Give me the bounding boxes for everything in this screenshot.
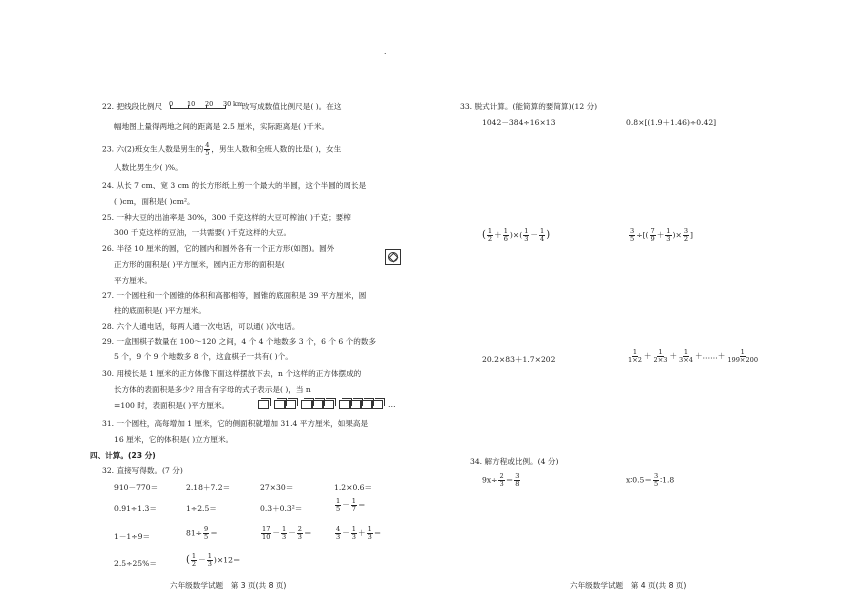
q33-expr5: 20.2×83＋1.7×202 [482,355,556,364]
left-page-footer: 六年级数学试题 第 3 页(共 8 页) [170,581,287,590]
q32-r1-c4: 1.2×0.6＝ [334,483,373,492]
q27-line2: 柱的底面积是( )平方厘米。 [114,306,206,315]
scale-label-0: 0 [169,100,174,108]
cube-sequence-ellipsis: … [388,400,396,410]
q24-line1: 24. 从长 7 cm、宽 3 cm 的长方形纸上剪一个最大的半圆，这个半圆的周长是 [102,181,367,190]
q33-expr6: $\frac{1}{1\times 2}$ ＋ $\frac{1}{2\times 3}$ ＋ $\frac{1}{3\times 4}$ ＋……＋ $\frac{1}{199\times 200}$ [628,348,759,364]
scale-label-10: 10 [187,100,196,108]
q32-r3-c1: 1－1÷9＝ [114,532,151,541]
q22-line1-prefix: 22. 把线段比例尺 [102,102,163,111]
q22-line1-suffix: 改写成数值比例尺是( )。在这 [242,102,342,111]
q30-line1: 30. 用棱长是 1 厘米的正方体像下面这样摆放下去，n 个这样的正方体摆成的 [102,369,362,378]
q26-line2: 正方形的面积是( )平方厘米，圆内正方形的面积是( [114,260,285,269]
q34-expr1: 9x÷ $\frac{2}{3}$ ＝ $\frac{3}{8}$ [482,472,520,488]
q34-title: 34. 解方程或比例。(4 分) [470,457,559,466]
scale-label-30: 30 [223,100,232,108]
q32-r4-c1: 2.5÷25%＝ [114,559,157,568]
q32-r3-c3: $\frac{17}{10}$ － $\frac{1}{3}$ － $\frac{2}{3}$ ＝ [262,525,312,541]
q28-line1: 28. 六个人通电话，每两人通一次电话，可以通( )次电话。 [102,322,300,331]
q23-line2: 人数比男生少( )%。 [114,163,183,172]
q33-title: 33. 脱式计算。(能简算的要简算)(12 分) [460,102,598,111]
q26-line1: 26. 半径 10 厘米的圆，它的圆内和圆外各有一个正方形(如图)。圆外 [102,244,335,253]
scale-bar [167,98,244,112]
q33-expr1: 1042－384÷16×13 [482,118,556,127]
q32-r2-c2: 1÷2.5＝ [186,504,217,513]
q23-line1: 23. 六(2)班女生人数是男生的 $\frac{4}{5}$ ，男生人数和全班人数的比是( )，女生 [102,141,342,157]
q32-r4-c2: ( $\frac{1}{2}$ － $\frac{1}{3}$ )×12＝ [186,552,241,568]
q32-r2-c4: $\frac{1}{5}$ － $\frac{1}{7}$ ＝ [336,497,366,513]
q25-line1: 25. 一种大豆的出油率是 30%，300 千克这样的大豆可榨油( )千克；要榨 [102,213,351,222]
circle-square-figure [385,249,401,265]
q32-r3-c4: $\frac{4}{3}$ － $\frac{1}{3}$ ＋ $\frac{1}{3}$ ＝ [336,525,382,541]
q32-r2-c1: 0.91÷1.3＝ [114,504,157,513]
q22-line2: 幅地图上量得两地之间的距离是 2.5 厘米，实际距离是( )千米。 [114,122,330,131]
q32-r1-c1: 910－770＝ [114,483,159,492]
section4-heading: 四、计算。(23 分) [90,451,156,460]
q31-line2: 16 厘米，它的体积是( )立方厘米。 [114,435,234,444]
scale-label-20: 20 [205,100,214,108]
q30-line3: =100 时，表面积是( )平方厘米。 [114,401,230,410]
q33-expr2: 0.8×[(1.9＋1.46)÷0.42] [626,118,717,127]
cube-sequence-figure [258,400,396,409]
right-page-footer: 六年级数学试题 第 4 页(共 8 页) [570,581,687,590]
q32-r1-c2: 2.18＋7.2＝ [186,483,231,492]
scale-unit: km [233,100,244,108]
q33-expr4: $\frac{3}{5}$ ÷[( $\frac{7}{9}$ ＋ $\frac{1}{3}$ )× $\frac{3}{2}$ ] [630,227,693,243]
q32-title: 32. 直接写得数。(7 分) [102,466,183,475]
q27-line1: 27. 一个圆柱和一个圆锥的体积和高都相等，圆锥的底面积是 39 平方厘米，圆 [102,291,367,300]
q32-r1-c3: 27×30＝ [260,483,294,492]
q33-expr3: ( $\frac{1}{2}$ ＋ $\frac{1}{6}$ )×( $\frac{1}{3}$ － $\frac{1}{4}$ ) [482,227,551,243]
q34-expr2: x∶0.5＝ $\frac{3}{5}$ ∶1.8 [626,472,675,488]
q25-line2: 300 千克这样的豆油，一共需要( )千克这样的大豆。 [114,228,292,237]
q24-line2: ( )cm，面积是( )cm²。 [114,197,195,206]
top-mark: . [384,47,387,56]
q29-line1: 29. 一盒围棋子数量在 100～120 之间，4 个 4 个地数多 3 个，6 个 6 个的数多 [102,337,377,346]
q30-line2: 长方体的表面积是多少? 用含有字母的式子表示是( )，当 n [114,385,311,394]
q32-r2-c3: 0.3＋0.3²＝ [260,504,303,513]
q29-line2: 5 个，9 个 9 个地数多 8 个，这盒棋子一共有( )个。 [114,352,293,361]
q32-r3-c2: 81÷ $\frac{9}{5}$ ＝ [186,525,218,541]
q26-line3: 平方厘米。 [114,276,152,285]
q31-line1: 31. 一个圆柱，高每增加 1 厘米，它的侧面积就增加 31.4 平方厘米，如果高是 [102,419,369,428]
